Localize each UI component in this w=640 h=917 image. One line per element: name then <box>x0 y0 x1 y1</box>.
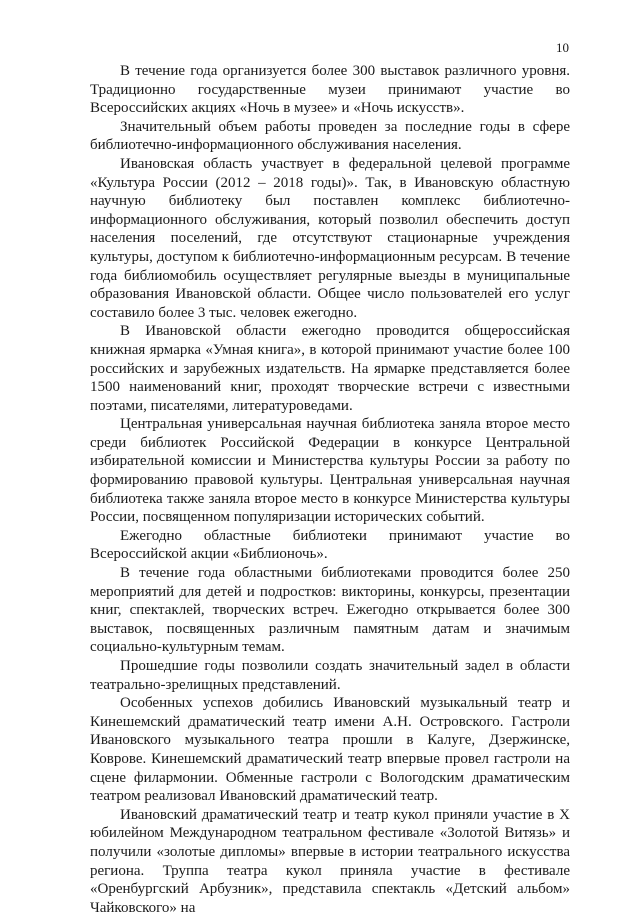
paragraph-culture-program: Ивановская область участвует в федеральной целевой программе «Культура России (2012 – 2018 годы)». Так, в Ивановскую областную научную библиотеку был поставлен комплекс библиотечно-информационного обслуживания, который позволил обеспечить доступ населения поселений, где отсутствуют стационарные учреждения культуры, доступом к библиотечно-информационным ресурсам. В течение года библиомобиль осуществляет регулярные выезды в муниципальные образования Ивановской области. Общее число пользователей его услуг составило более 3 тыс. человек ежегодно. <box>90 155 570 321</box>
paragraph-children-events: В течение года областными библиотеками проводится более 250 мероприятий для детей и подростков: викторины, конкурсы, презентации книг, спектаклей, творческих встреч. Ежегодно открывается более 300 выставок, посвященных различным памятным датам и значимым социально-культурным темам. <box>90 565 570 656</box>
paragraph-museum-exhibitions: В течение года организуется более 300 выставок различного уровня. Традиционно государственные музеи принимают участие во Всероссийских акциях «Ночь в музее» и «Ночь искусств». <box>90 63 570 117</box>
page-number: 10 <box>556 40 569 55</box>
paragraph-theatre-intro: Прошедшие годы позволили создать значительный задел в области театрально-зрелищных представлений. <box>90 658 570 693</box>
body-text <box>90 62 570 917</box>
paragraph-theatre-tours: Особенных успехов добились Ивановский музыкальный театр и Кинешемский драматический театр имени А.Н. Островского. Гастроли Ивановского музыкального театра прошли в Калуге, Дзержинске, Коврове. Кинешемский драматический театр впервые провел гастроли на сцене филармонии. Обменные гастроли с Вологодским драматическим театром реализовал Ивановский драматический театр. <box>90 695 570 805</box>
paragraph-festival: Ивановский драматический театр и театр кукол приняли участие в X юбилейном Международном театральном фестивале «Золотой Витязь» и получили «золотые дипломы» впервые в истории театрального искусства региона. Труппа театра кукол приняла участие в фестивале «Оренбургский Арбузник», представила спектакль «Детский альбом» Чайковского» на <box>90 806 570 916</box>
paragraph-biblionight: Ежегодно областные библиотеки принимают участие во Всероссийской акции «Библионочь». <box>90 527 570 563</box>
paragraph-book-fair: В Ивановской области ежегодно проводится общероссийская книжная ярмарка «Умная книга», в которой принимают участие более 100 российских и зарубежных издательств. На ярмарке представляется более 1500 наименований книг, проходят творческие встречи с известными поэтами, писателями, литературоведами. <box>90 323 570 414</box>
paragraph-library-services: Значительный объем работы проведен за последние годы в сфере библиотечно-информационного обслуживания населения. <box>90 118 570 154</box>
paragraph-library-awards: Центральная универсальная научная библиотека заняла второе место среди библиотек Российской Федерации в конкурсе Центральной избирательной комиссии и Министерства культуры России за работу по формированию правовой культуры. Центральная универсальная научная библиотека также заняла второе место в конкурсе Министерства культуры России, посвященном популяризации исторических событий. <box>90 416 570 526</box>
